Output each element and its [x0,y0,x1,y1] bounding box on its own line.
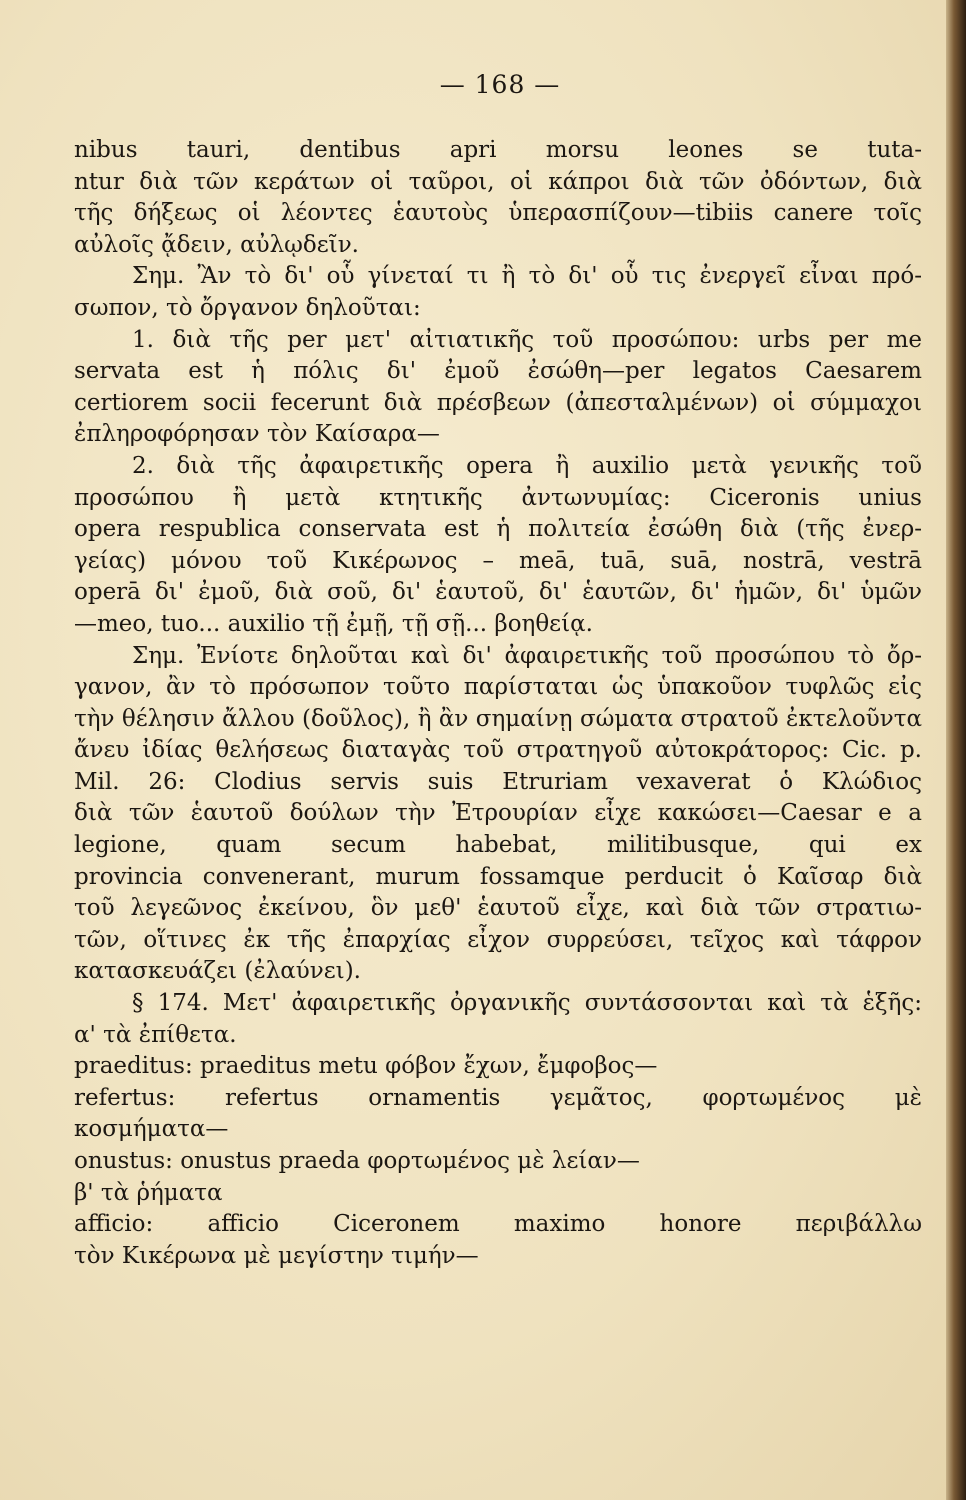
text-line: Mil. 26: Clodius servis suis Etruriam vexaverat ὁ Κλώδιος [74,768,922,795]
text-line: ntur διὰ τῶν κεράτων οἱ ταῦροι, οἱ κάπροι διὰ τῶν ὀδόντων, διὰ [74,168,922,195]
text-line: κατασκευάζει (ἐλαύνει). [74,958,361,985]
page-text [74,135,922,1272]
text-line: γείας) μόνου τοῦ Κικέρωνος – meā, tuā, suā, nostrā, vestrā [74,547,922,574]
text-line: τῆς δήξεως οἱ λέοντες ἑαυτοὺς ὑπερασπίζουν—tibiis canere τοῖς [74,200,922,227]
text-line: legione, quam secum habebat, militibusque, qui ex [74,832,922,859]
text-line: 2. διὰ τῆς ἀφαιρετικῆς opera ἢ auxilio μετὰ γενικῆς τοῦ [132,452,922,479]
text-line: γανον, ἂν τὸ πρόσωπον τοῦτο παρίσταται ὡς ὑπακοῦον τυφλῶς εἰς [74,674,922,701]
text-line: afficio: afficio Ciceronem maximo honore περιβάλλω [74,1211,922,1238]
text-line: praeditus: praeditus metu φόβον ἔχων, ἔμφοβος— [74,1053,658,1080]
text-line: τὴν θέλησιν ἄλλου (δοῦλος), ἢ ἂν σημαίνῃ σώματα στρατοῦ ἐκτελοῦντα [74,705,922,732]
text-line: refertus: refertus ornamentis γεμᾶτος, φορτωμένος μὲ [74,1084,922,1111]
text-line: τοῦ λεγεῶνος ἐκείνου, ὃν μεθ' ἑαυτοῦ εἶχε, καὶ διὰ τῶν στρατιω- [74,895,922,922]
text-line: κοσμήματα— [74,1116,229,1143]
text-line: β' τὰ ῥήματα [74,1179,223,1206]
section-heading: § 174. Μετ' ἀφαιρετικῆς ὀργανικῆς συντάσσονται καὶ τὰ ἑξῆς: [132,990,922,1017]
text-line: τῶν, οἵτινες ἐκ τῆς ἐπαρχίας εἶχον συρρεύσει, τεῖχος καὶ τάφρον [74,926,922,953]
text-line: σωπον, τὸ ὄργανον δηλοῦται: [74,294,421,321]
text-line: 1. διὰ τῆς per μετ' αἰτιατικῆς τοῦ προσώπου: urbs per me [132,326,922,353]
text-line: Σημ. Ἂν τὸ δι' οὗ γίνεταί τι ἢ τὸ δι' οὗ τις ἐνεργεῖ εἶναι πρό- [132,263,922,290]
text-line: προσώπου ἢ μετὰ κτητικῆς ἀντωνυμίας: Ciceronis unius [74,484,922,511]
text-line: α' τὰ ἐπίθετα. [74,1021,237,1048]
text-line: provincia convenerant, murum fossamque perducit ὁ Καῖσαρ διὰ [74,863,922,890]
text-line: certiorem socii fecerunt διὰ πρέσβεων (ἀπεσταλμένων) οἱ σύμμαχοι [74,389,922,416]
text-line: Σημ. Ἐνίοτε δηλοῦται καὶ δι' ἀφαιρετικῆς τοῦ προσώπου τὸ ὄρ- [132,642,922,669]
text-line: τὸν Κικέρωνα μὲ μεγίστην τιμήν— [74,1242,479,1269]
text-line: onustus: onustus praeda φορτωμένος μὲ λείαν— [74,1148,640,1174]
text-line: ἄνευ ἰδίας θελήσεως διαταγὰς τοῦ στρατηγοῦ αὐτοκράτορος: Cic. p. [74,737,922,764]
page-edge [946,0,966,1500]
text-line: servata est ἡ πόλις δι' ἐμοῦ ἐσώθη—per legatos Caesarem [74,358,922,385]
text-line: opera respublica conservata est ἡ πολιτεία ἐσώθη διὰ (τῆς ἐνερ- [74,516,922,543]
text-line: διὰ τῶν ἑαυτοῦ δούλων τὴν Ἐτρουρίαν εἶχε κακώσει—Caesar e a [74,800,922,827]
text-line: nibus tauri, dentibus apri morsu leones se tuta- [74,137,922,163]
page-number: — 168 — [439,70,561,99]
text-line: operā δι' ἐμοῦ, διὰ σοῦ, δι' ἑαυτοῦ, δι' ἑαυτῶν, δι' ἡμῶν, δι' ὑμῶν [74,579,922,606]
text-line: ἐπληροφόρησαν τὸν Καίσαρα— [74,421,440,448]
text-line: αὐλοῖς ᾄδειν, αὐλῳδεῖν. [74,231,359,258]
text-line: —meo, tuo... auxilio τῇ ἐμῇ, τῇ σῇ... βοηθείᾳ. [74,610,593,637]
